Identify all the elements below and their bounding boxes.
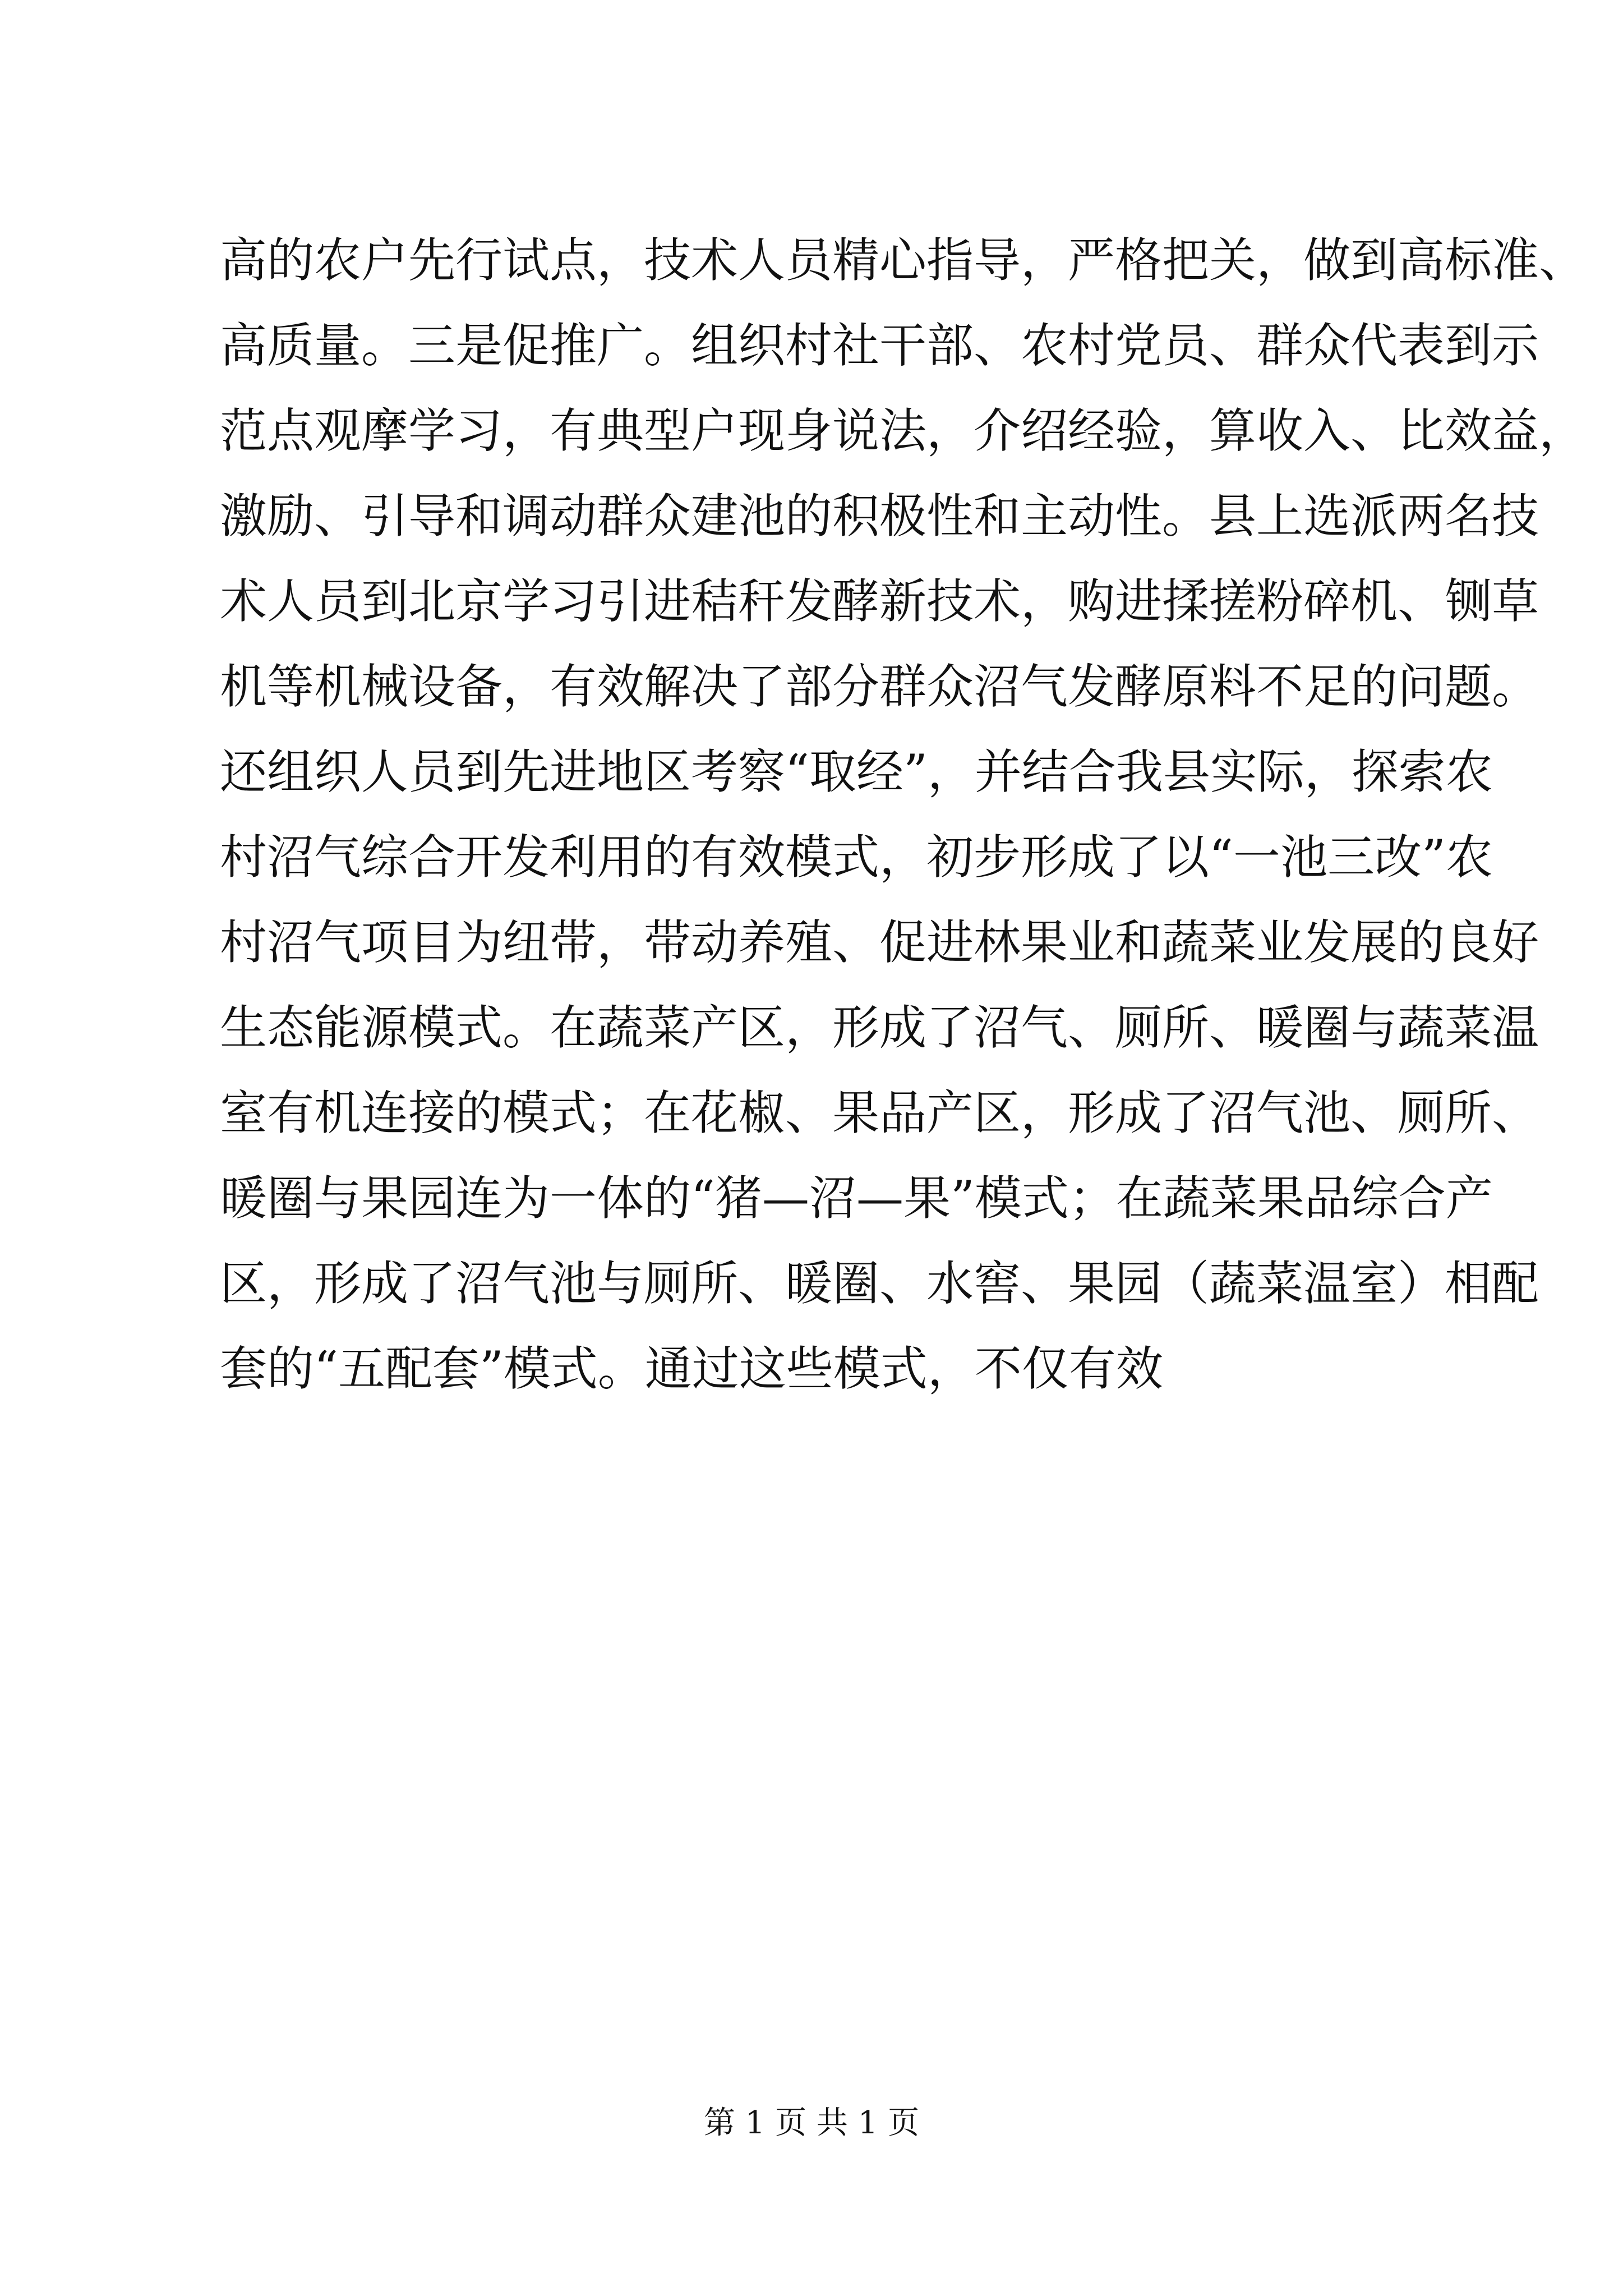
text-line: 生态能源模式。在蔬菜产区，形成了沼气、厕所、暖圈与蔬菜温 [220,1000,1539,1055]
page-footer [0,2101,1623,2146]
text-line: 范点观摩学习，有典型户现身说法，介绍经验，算收入、比效益， [220,403,1587,458]
text-line: 还组织人员到先进地区考察“取经”，并结合我县实际，探索农 [220,744,1493,799]
text-line: 激励、引导和调动群众建池的积极性和主动性。县上选派两名技 [220,489,1539,544]
text-line: 暖圈与果园连为一体的“猪—沼—果”模式；在蔬菜果品综合产 [220,1171,1493,1226]
page-number-label: 第 1 页 共 1 页 [703,2105,920,2141]
text-line: 术人员到北京学习引进秸秆发酵新技术，购进揉搓粉碎机、铡草 [220,574,1539,629]
text-line: 村沼气综合开发利用的有效模式，初步形成了以“一池三改”农 [220,830,1493,885]
text-line: 高质量。三是促推广。组织村社干部、农村党员、群众代表到示 [220,318,1539,373]
text-line: 套的“五配套”模式。通过这些模式，不仅有效 [220,1341,1163,1396]
body-paragraph [220,218,1587,1411]
text-line: 机等机械设备，有效解决了部分群众沼气发酵原料不足的问题。 [220,659,1539,714]
text-line: 高的农户先行试点，技术人员精心指导，严格把关，做到高标准、 [220,233,1587,288]
text-line: 区，形成了沼气池与厕所、暖圈、水窖、果园（蔬菜温室）相配 [220,1256,1539,1311]
text-line: 室有机连接的模式；在花椒、果品产区，形成了沼气池、厕所、 [220,1085,1539,1140]
text-line: 村沼气项目为纽带，带动养殖、促进林果业和蔬菜业发展的良好 [220,915,1539,970]
